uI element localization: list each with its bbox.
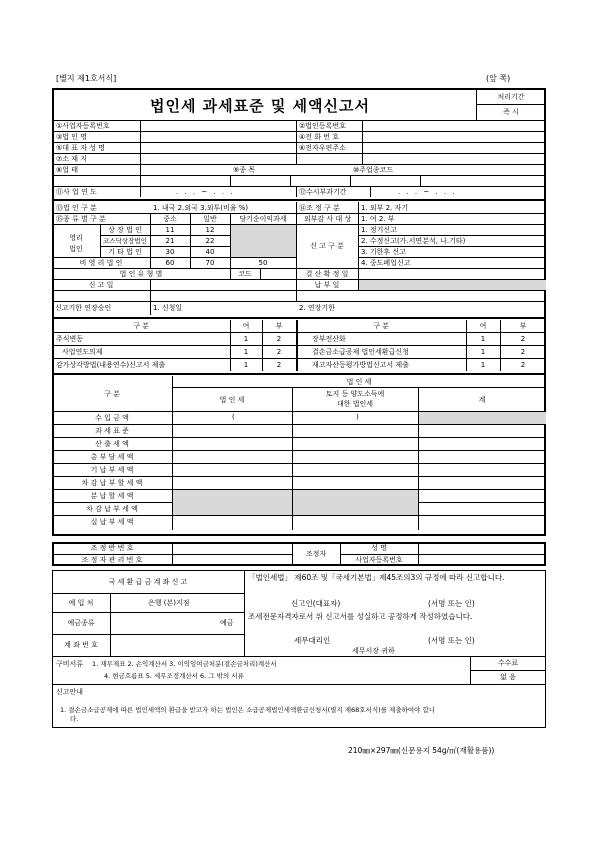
yn-fiscal-deem-no: 2 xyxy=(276,348,282,356)
extension-deadline: 2. 연장기한 xyxy=(299,304,335,312)
yn-loss-carryback: 결손금소급공제 법인세환급신청 xyxy=(312,348,409,356)
agent-statement: 조세전문자격자로서 위 신고서를 성실하고 공정하게 작성하였습니다. xyxy=(248,612,473,621)
yn-right-no: 부 xyxy=(519,322,527,330)
row-listed-general: 12 xyxy=(205,226,215,234)
yn-loss-carryback-no: 2 xyxy=(520,348,526,356)
row-listed-mid: 11 xyxy=(165,226,175,234)
field-phone: ④전 화 번 호 xyxy=(299,133,339,141)
field-email: ⑥전자우편주소 xyxy=(299,144,346,152)
row-listed-label: 상 장 법 인 xyxy=(108,226,142,234)
tax-col-land: 토지 등 양도소득에 대한 법인세 xyxy=(325,390,385,408)
adjuster-label: 조정자 xyxy=(305,550,327,558)
signer-seal: (서명 또는 인) xyxy=(428,599,475,608)
fee-value: 없 음 xyxy=(500,673,516,681)
account-number-label: 계 좌 번 호 xyxy=(64,641,98,649)
yn-stock-change: 주식변동 xyxy=(56,335,84,343)
deposit-suffix: 예금 xyxy=(220,619,234,627)
tax-row-tax-base: 과 세 표 준 xyxy=(95,427,129,435)
tax-row-prepaid: 기 납 부 세 액 xyxy=(90,466,134,474)
occasional-period-value: . . . ~ . . . xyxy=(398,188,457,196)
yn-depreciation: 감가상각방법(내용연수)신고서 제출 xyxy=(56,361,166,369)
field-business-reg-no: ①사업자등록번호 xyxy=(56,122,110,130)
payment-date-label: 납 부 일 xyxy=(314,281,340,289)
col-consolidated: 당기순이익과세 xyxy=(239,215,287,223)
row-kosdaq-general: 22 xyxy=(205,237,215,245)
agent-seal: (서명 또는 인) xyxy=(428,636,475,645)
tax-row-total-burden: 총 부 담 세 액 xyxy=(90,453,134,461)
field-business-item: ⑨종 목 xyxy=(233,166,256,174)
signer-label: 신고인(대표자) xyxy=(291,599,341,608)
external-audit-options: 1. 여 2. 부 xyxy=(361,215,395,223)
form-number: [별지 제1호서식] xyxy=(56,74,117,83)
yn-right-header: 구 분 xyxy=(373,322,389,330)
adjuster-name-label: 성 명 xyxy=(371,544,387,552)
filing-type-label: 신 고 구 분 xyxy=(310,242,344,250)
filing-option-2: 2. 수정신고(가.서면분석, 나.기타) xyxy=(361,237,466,245)
attachments-label: 구비서류 xyxy=(56,660,84,668)
yn-inventory: 재고자산등평가방법신고서 제출 xyxy=(312,361,409,369)
corp-type-options: 1. 내국 2.외국 3.외투(비율 %) xyxy=(153,204,249,212)
tax-row-actual-paid: 실 납 부 세 액 xyxy=(90,518,134,526)
yn-right-yes: 여 xyxy=(479,322,487,330)
col-general: 일반 xyxy=(203,215,217,223)
field-representative: ⑤대 표 자 성 명 xyxy=(56,144,105,152)
tax-group-label: 법 인 세 xyxy=(346,378,372,386)
field-address: ⑦소 재 지 xyxy=(56,155,88,163)
adjustment-type-label: ⑭조 정 구 분 xyxy=(299,204,340,212)
adjuster-bizno-label: 사업자등록번호 xyxy=(355,556,403,564)
agent-label: 세무대리인 xyxy=(294,636,331,645)
row-kosdaq-label: 코스닥상장법인 xyxy=(103,237,147,245)
code-label: 코드 xyxy=(238,270,252,278)
adjustment-type-options: 1. 외부 2. 자기 xyxy=(361,204,409,212)
yn-computerized-no: 2 xyxy=(520,335,526,343)
kind-label: ⑮종 류 별 구 분 xyxy=(56,215,106,223)
adjust-number-label: 조 정 반 번 호 xyxy=(90,544,134,552)
page-side: (앞 쪽) xyxy=(486,74,511,83)
row-nonprofit-cons: 50 xyxy=(258,259,268,267)
row-nonprofit-label: 비 영 리 법 인 xyxy=(79,259,123,267)
yn-left-no: 부 xyxy=(275,322,283,330)
yn-computerized-yes: 1 xyxy=(480,335,486,343)
row-nonprofit-mid: 60 xyxy=(165,259,175,267)
fee-label: 수수료 xyxy=(497,659,519,667)
row-other-mid: 30 xyxy=(165,248,175,256)
tax-col-total: 계 xyxy=(478,396,486,404)
filing-date-label: 신 고 일 xyxy=(88,281,114,289)
filing-option-4: 4. 중도폐업신고 xyxy=(361,259,411,267)
refund-account-header: 국 세 환 급 금 계 좌 신 고 xyxy=(108,578,188,586)
col-mid-size: 중소 xyxy=(163,215,177,223)
field-business-type: ⑧업 태 xyxy=(56,166,79,174)
bank-label: 예 입 처 xyxy=(68,599,94,607)
yn-inventory-yes: 1 xyxy=(480,361,486,369)
tax-row-calculated: 산 출 세 액 xyxy=(95,440,129,448)
attachments-line2: 4. 현금흐름표 5. 세무조정계산서 6. 그 밖의 서류 xyxy=(104,672,244,680)
yn-stock-change-no: 2 xyxy=(276,335,282,343)
paper-spec: 210㎜×297㎜(신문용지 54g/㎡(재활용품)) xyxy=(348,746,495,755)
yn-left-yes: 여 xyxy=(242,322,250,330)
corp-type-by-kind: 법 인 유 형 별 xyxy=(119,270,163,278)
filing-option-3: 3. 기한후 신고 xyxy=(361,248,406,256)
field-occasional-period: ⑫수시부과기간 xyxy=(299,188,347,196)
tax-col-corp: 법 인 세 xyxy=(219,396,245,404)
extension-apply-date: 1. 신청일 xyxy=(153,304,183,312)
profit-corp-label: 영리 법인 xyxy=(69,234,83,253)
yn-stock-change-yes: 1 xyxy=(243,335,249,343)
row-kosdaq-mid: 21 xyxy=(165,237,175,245)
row-nonprofit-general: 70 xyxy=(205,259,215,267)
tax-row-net-payable: 차 감 납 부 할 세 액 xyxy=(81,479,143,487)
notice-line1: 1. 결손금소급공제에 따른 법인세액의 환급을 받고자 하는 법인은 소급공제법인세액환급신청서(별지 제68호서식)를 제출하여야 합니 xyxy=(60,706,436,714)
field-industry-code: ⑩주업종코드 xyxy=(353,166,394,174)
yn-loss-carryback-yes: 1 xyxy=(480,348,486,356)
tax-row-revenue: 수 입 금 액 xyxy=(95,414,129,422)
yn-fiscal-deem: 사업연도의제 xyxy=(62,348,103,356)
yn-depreciation-no: 2 xyxy=(276,361,282,369)
notice-line2: 다. xyxy=(70,715,79,723)
filing-option-1: 1. 정기신고 xyxy=(361,226,397,234)
yn-left-header: 구 분 xyxy=(133,322,149,330)
external-audit-label: 외부감 사 대 상 xyxy=(304,215,352,223)
deposit-type-label: 예금종류 xyxy=(67,619,95,627)
tax-paren-open: ( xyxy=(232,413,235,421)
field-corp-reg-no: ②법인등록번호 xyxy=(299,122,346,130)
row-other-label: 기 타 법 인 xyxy=(108,248,142,256)
yn-fiscal-deem-yes: 1 xyxy=(243,348,249,356)
fiscal-year-value: . . . ~ . . . xyxy=(176,188,235,196)
yn-depreciation-yes: 1 xyxy=(243,361,249,369)
declaration-text: 「법인세법」 제60조 및「국세기본법」제45조의3의 규정에 따라 신고합니다. xyxy=(248,573,505,582)
tax-row-net-paid: 차 감 납 부 세 액 xyxy=(86,505,138,513)
yn-computerized: 장부전산화 xyxy=(312,335,346,343)
notice-label: 신고안내 xyxy=(56,688,84,696)
tax-col-label: 구 분 xyxy=(104,390,120,398)
processing-period-value: 즉 시 xyxy=(503,108,519,116)
row-other-general: 40 xyxy=(205,248,215,256)
processing-period-label: 처리기간 xyxy=(497,93,525,101)
field-corp-name: ③법 인 명 xyxy=(56,133,88,141)
extension-label: 신고기한 연장승인 xyxy=(55,304,112,312)
bank-suffix: 은행 (본)지점 xyxy=(148,599,190,607)
page-title: 법인세 과세표준 및 세액신고서 xyxy=(149,97,371,115)
corp-type-label: ⑬법 인 구 분 xyxy=(56,204,97,212)
yn-inventory-no: 2 xyxy=(520,361,526,369)
settlement-date-label: 결 산 확 정 일 xyxy=(305,270,349,278)
recipient-label: 세무서장 귀하 xyxy=(352,647,395,655)
tax-row-installment: 분 납 할 세 액 xyxy=(90,492,134,500)
field-fiscal-year: ⑪사 업 연 도 xyxy=(56,188,97,196)
attachments-line1: 1. 재무제표 2. 손익계산서 3. 이익잉여금처분(결손금처리)계산서 xyxy=(92,660,277,668)
adjust-manager-label: 조 정 자 관 리 번 호 xyxy=(81,556,143,564)
tax-paren-close: ) xyxy=(356,413,359,421)
